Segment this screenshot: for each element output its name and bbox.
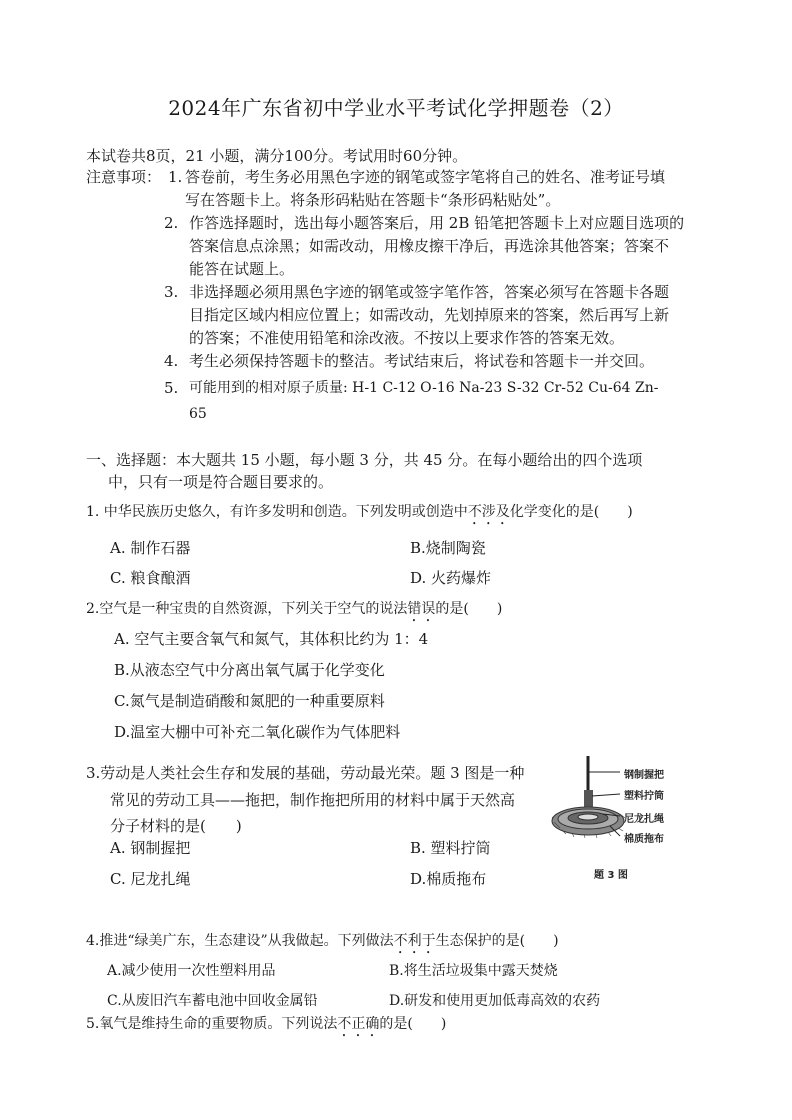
figure-label-handle: 钢制握把 bbox=[624, 770, 664, 781]
note-1-line-1: 答卷前，考生务必用黑色字迹的钢笔或签字笔将自己的姓名、准考证号填 bbox=[185, 168, 666, 186]
note-2-num: 2. bbox=[164, 214, 179, 232]
q3-option-d[interactable]: D.棉质拖布 bbox=[410, 870, 487, 888]
note-5-line-2: 65 bbox=[189, 406, 207, 422]
note-2-line-2: 答案信息点涂黑；如需改动，用橡皮擦干净后，再选涂其他答案；答案不 bbox=[189, 237, 670, 255]
q4-stem-pre: 4.推进“绿美广东，生态建设”从我做起。下列做法 bbox=[86, 933, 394, 949]
note-1-num: 1. bbox=[168, 168, 183, 186]
q5-stem-emphasis: 不正确 bbox=[337, 1016, 380, 1032]
q4-option-b[interactable]: B.将生活垃圾集中露天焚烧 bbox=[389, 963, 558, 979]
question-4-stem bbox=[86, 931, 559, 957]
note-3-line-1: 非选择题必须用黑色字迹的钢笔或签字笔作答，答案必须写在答题卡各题 bbox=[189, 283, 670, 301]
note-2-line-3: 能答在试题上。 bbox=[189, 260, 295, 278]
section-1-heading: 一、选择题：本大题共 15 小题，每小题 3 分，共 45 分。在每小题给出的四个选项 bbox=[86, 451, 643, 469]
question-2-stem bbox=[86, 599, 502, 625]
exam-intro: 本试卷共8页，21 小题，满分100分。考试用时60分钟。 bbox=[86, 147, 468, 165]
note-3-num: 3. bbox=[164, 283, 179, 301]
note-3-line-2: 目指定区域内相应位置上；如需改动，先划掉原来的答案，然后再写上新 bbox=[189, 306, 670, 324]
q5-stem-pre: 5.氧气是维持生命的重要物质。下列说法 bbox=[86, 1016, 338, 1032]
notes-label: 注意事项： bbox=[86, 168, 162, 186]
q1-option-a[interactable]: A. 制作石器 bbox=[110, 539, 191, 557]
question-1-stem bbox=[86, 502, 633, 528]
note-5-line-1: 可能用到的相对原子质量: H-1 C-12 O-16 Na-23 S-32 Cr-52 Cu-64 Zn- bbox=[189, 380, 659, 396]
question-5-stem bbox=[86, 1014, 446, 1040]
page-title: 2024年广东省初中学业水平考试化学押题卷（2） bbox=[168, 96, 624, 120]
q2-option-d[interactable]: D.温室大棚中可补充二氧化碳作为气体肥料 bbox=[114, 723, 401, 741]
figure-label-cloth: 棉质拖布 bbox=[624, 834, 664, 845]
q3-stem-line-1: 3.劳动是人类社会生存和发展的基础，劳动最光荣。题 3 图是一种 bbox=[86, 764, 525, 782]
section-1-heading-cont: 中，只有一项是符合题目要求的。 bbox=[108, 473, 334, 491]
q1-stem-emphasis: 不涉及 bbox=[467, 504, 510, 520]
note-2-line-1: 作答选择题时，选出每小题答案后，用 2B 铅笔把答题卡上对应题目选项的 bbox=[189, 214, 685, 232]
q2-stem-emphasis: 错误 bbox=[407, 601, 436, 617]
q3-option-a[interactable]: A. 钢制握把 bbox=[110, 839, 191, 857]
q4-stem-post: 生态保护的是( ) bbox=[435, 933, 559, 949]
q4-stem-emphasis: 不利于 bbox=[393, 933, 436, 949]
note-4-num: 4. bbox=[164, 352, 179, 370]
q2-option-c[interactable]: C.氮气是制造硝酸和氮肥的一种重要原料 bbox=[114, 692, 385, 710]
figure-caption: 题 3 图 bbox=[594, 870, 628, 881]
q1-option-c[interactable]: C. 粮食酿酒 bbox=[110, 569, 191, 587]
figure-label-rope: 尼龙扎绳 bbox=[624, 814, 664, 825]
q3-stem-line-2: 常见的劳动工具——拖把，制作拖把所用的材料中属于天然高 bbox=[110, 791, 516, 809]
q1-option-b[interactable]: B.烧制陶瓷 bbox=[410, 539, 486, 557]
q3-stem-line-3: 分子材料的是( ) bbox=[110, 817, 242, 835]
q1-option-d[interactable]: D. 火药爆炸 bbox=[410, 569, 492, 587]
note-1-line-2: 写在答题卡上。将条形码粘贴在答题卡“条形码粘贴处”。 bbox=[185, 191, 561, 209]
q1-stem-post: 化学变化的是( ) bbox=[509, 504, 633, 520]
q4-option-a[interactable]: A.减少使用一次性塑料用品 bbox=[107, 963, 276, 979]
q2-stem-post: 的是( ) bbox=[435, 601, 503, 617]
q3-option-c[interactable]: C. 尼龙扎绳 bbox=[110, 870, 191, 888]
q4-option-c[interactable]: C.从废旧汽车蓄电池中回收金属铅 bbox=[107, 993, 318, 1009]
q2-stem-pre: 2.空气是一种宝贵的自然资源，下列关于空气的说法 bbox=[86, 601, 408, 617]
q5-stem-post: 的是( ) bbox=[379, 1016, 447, 1032]
q3-figure-mop bbox=[548, 756, 718, 886]
q4-option-d[interactable]: D.研发和使用更加低毒高效的农药 bbox=[389, 993, 601, 1009]
note-4-line-1: 考生必须保持答题卡的整洁。考试结束后，将试卷和答题卡一并交回。 bbox=[189, 352, 655, 370]
q2-option-b[interactable]: B.从液态空气中分离出氧气属于化学变化 bbox=[114, 661, 385, 679]
q3-option-b[interactable]: B. 塑料拧筒 bbox=[410, 839, 491, 857]
note-3-line-3: 的答案；不准使用铅笔和涂改液。不按以上要求作答的答案无效。 bbox=[189, 329, 625, 347]
q2-option-a[interactable]: A. 空气主要含氧气和氮气，其体积比约为 1：4 bbox=[114, 630, 429, 648]
q1-stem-pre: 1. 中华民族历史悠久，有许多发明和创造。下列发明或创造中 bbox=[86, 504, 468, 520]
figure-label-cylinder: 塑料拧筒 bbox=[624, 791, 664, 802]
note-5-num: 5. bbox=[164, 379, 179, 397]
